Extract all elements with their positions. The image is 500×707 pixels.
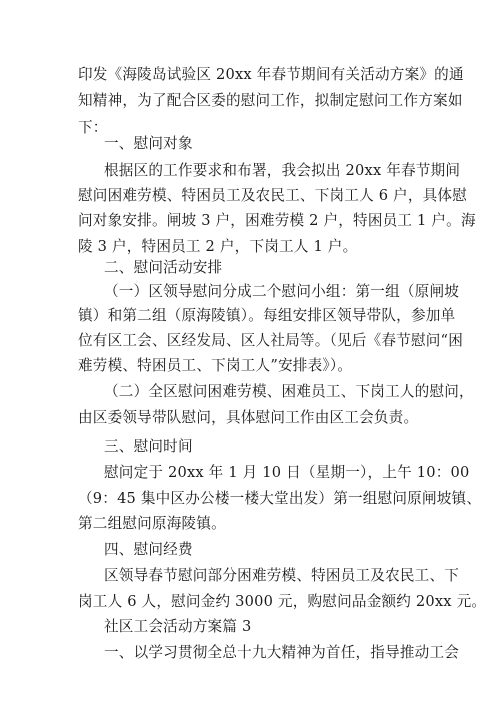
text-line: 下： xyxy=(78,119,108,136)
text-line: （二）全区慰问困难劳模、困难员工、下岗工人的慰问， xyxy=(104,383,474,400)
text-line: 问对象安排。闸坡 3 户，困难劳模 2 户，特困员工 1 户。海 xyxy=(78,212,476,229)
section-heading: 一、慰问对象 xyxy=(104,135,193,152)
section-heading: 社区工会活动方案篇 3 xyxy=(104,618,252,635)
text-line: 陵 3 户，特困员工 2 户，下岗工人 1 户。 xyxy=(78,238,358,255)
text-line: 第二组慰问原海陵镇。 xyxy=(78,515,226,532)
text-line: 一、以学习贯彻全总十九大精神为首任，指导推动工会 xyxy=(104,644,460,661)
text-line: 慰问困难劳模、特困员工及农民工、下岗工人 6 户，具体慰 xyxy=(78,187,468,204)
section-heading: 三、慰问时间 xyxy=(104,438,193,455)
text-line: 难劳模、特困员工、下岗工人”安排表》）。 xyxy=(78,357,353,374)
section-heading: 四、慰问经费 xyxy=(104,541,193,558)
text-line: 根据区的工作要求和布署，我会拟出 20xx 年春节期间 xyxy=(104,162,461,179)
text-line: 岗工人 6 人，慰问金约 3000 元，购慰问品金额约 20xx 元。 xyxy=(78,593,487,610)
text-line: 印发《海陵岛试验区 20xx 年春节期间有关活动方案》的通 xyxy=(78,66,464,83)
section-heading: 二、慰问活动安排 xyxy=(104,259,223,276)
text-line: 区领导春节慰问部分困难劳模、特困员工及农民工、下 xyxy=(104,567,460,584)
text-line: 由区委领导带队慰问，具体慰问工作由区工会负责。 xyxy=(78,409,419,426)
text-line: （9：45 集中区办公楼一楼大堂出发）第一组慰问原闸坡镇、 xyxy=(78,490,482,507)
text-line: （一）区领导慰问分成二个慰问小组：第一组（原闸坡 xyxy=(104,283,460,300)
text-line: 知精神，为了配合区委的慰问工作，拟制定慰问工作方案如 xyxy=(78,92,463,109)
text-line: 慰问定于 20xx 年 1 月 10 日（星期一），上午 10：00 xyxy=(104,464,470,481)
text-line: 位有区工会、区经发局、区人社局等。（见后《春节慰问“困 xyxy=(78,332,464,349)
text-line: 镇）和第二组（原海陵镇）。每组安排区领导带队，参加单 xyxy=(78,307,456,324)
